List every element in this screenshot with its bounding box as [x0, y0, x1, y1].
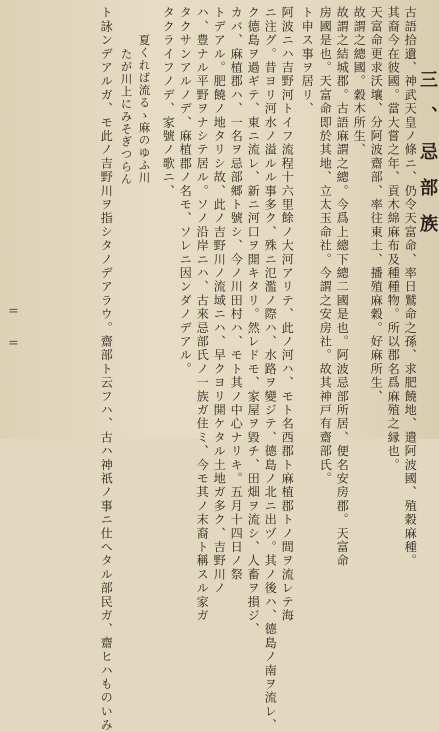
- poem-line: たが川上にみそぎつらん: [119, 48, 134, 186]
- text-column: タクライフノデ、家號ノ歌ニ、: [161, 6, 176, 198]
- text-column: 故謂之總國。穀木所生、: [352, 6, 367, 157]
- text-column: 其裔今在彼國。當大嘗之年、貢木綿麻布及種種物。所以郡名爲麻殖之縁也。: [386, 6, 401, 472]
- text-column: ニ注グ。昔ヨリ河水ノ溢ルル事多ク、殊ニ氾濫ノ際ハ、水路ヲ變ジテ、德島ノ北ニ出ヅ。其ノ後ハ、德島ノ南ヲ流レ、: [263, 6, 278, 732]
- text-column: カバ、麻植郡ハ、一名ヲ忌部郷ト號シ、今ノ川田村ハ、モト其ノ中心ナリキ。五月十四日ノ祭: [229, 6, 244, 582]
- text-column: 房國是也。天富命即於其地、立太玉命社。今謂之安房社。故其神戸有齋部氏。: [318, 6, 333, 486]
- text-column: ク德島ヲ過ギテ、東ニ流レ、新ニ河口ヲ開キタリ。然レドモ、家屋ヲ毀チ、田畑ヲ流シ、人畜ヲ損ジ、: [246, 6, 261, 637]
- margin-mark: =: [8, 304, 19, 319]
- section-heading: 三、忌部族: [417, 70, 438, 250]
- text-column: ト申ス事ヲ居リ、: [300, 6, 315, 116]
- text-column: 古語拾遺、神武天皇ノ條ニ、仍令天富命、率日鷲命之孫、求肥饒地、遣阿波國、殖穀麻種。: [403, 6, 418, 568]
- text-column: トデアル。肥饒ノ地タリシ故、此ノ吉野川ノ流域ニハ、早クヨリ開ケタル土地ガ多ク、吉野川ノ: [212, 6, 227, 596]
- text-column: 天富命更求沃壤、分阿波齋部、率往東土、播殖麻穀。好麻所生、: [369, 6, 384, 404]
- poem-line: 夏くれば流るゝ麻のゆふ川: [137, 34, 152, 184]
- text-column: ハ、豊ナル平野ヲナシテ居ル。ソノ沿岸ニハ、古來忌部氏ノ一族ガ住ミ、今モ其ノ末裔ト稱スル家ガ: [195, 6, 210, 623]
- text-column: ト詠ンデアルガ、モ此ノ吉野川ヲ指シタノデアラウ。齋部ト云フハ、古ハ神祇ノ事ニ仕ヘタル部民ガ、齋ヒハものいみ: [99, 6, 114, 732]
- text-column: 阿波ニハ吉野河トイフ流程十六里餘ノ大河アリテ、此ノ河ハ、モト名西郡ト麻植郡トノ間ヲ流レテ海: [280, 6, 295, 623]
- text-column: 故謂之結城郡。古語麻謂之總。今爲上總下總二國是也。阿波忌部所居、便名安房郡。天富命: [335, 6, 350, 568]
- margin-mark: =: [8, 336, 19, 351]
- text-column: タクサンアルノデ、麻植郡ノ名モ、ソレニ因ンダノデアル。: [178, 6, 193, 376]
